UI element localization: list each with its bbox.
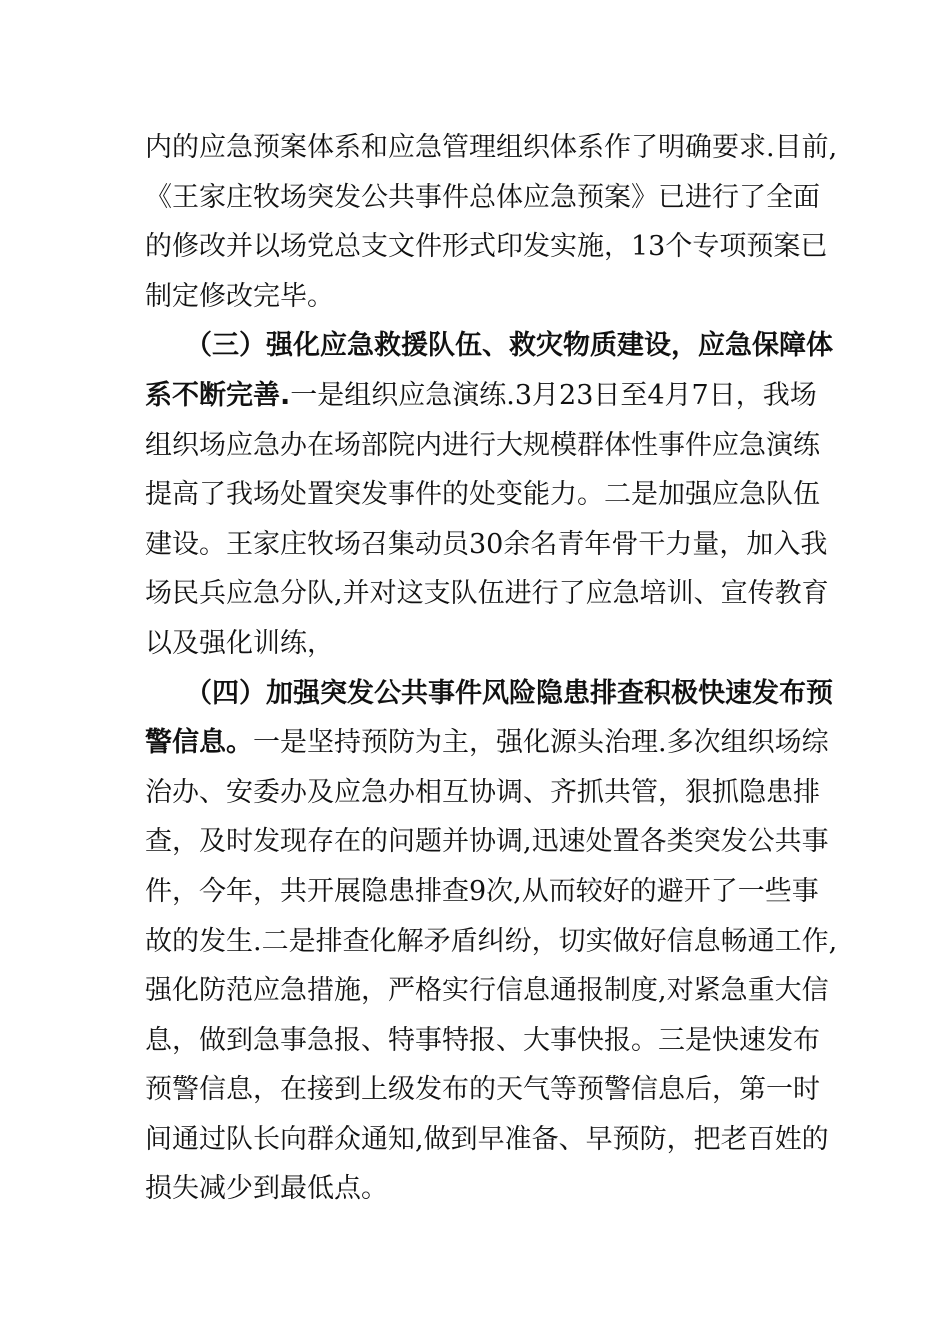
text-line: 建设。王家庄牧场召集动员30余名青年骨干力量，加入我 bbox=[145, 528, 828, 560]
text-line: 提高了我场处置突发事件的处变能力。二是加强应急队伍 bbox=[145, 479, 820, 511]
text-line: 故的发生.二是排查化解矛盾纠纷，切实做好信息畅通工作, bbox=[145, 925, 838, 957]
document-body bbox=[145, 123, 838, 1214]
text-line: 组织场应急办在场部院内进行大规模群体性事件应急演练 bbox=[145, 429, 820, 461]
paragraph-1 bbox=[145, 123, 838, 321]
paragraph-3 bbox=[145, 669, 838, 1215]
text-line: 间通过队长向群众通知,做到早准备、早预防，把老百姓的 bbox=[145, 1123, 829, 1155]
text-line bbox=[145, 718, 829, 768]
section-heading-3-end: 系不断完善. bbox=[145, 379, 291, 411]
text-line: 查，及时发现存在的问题并协调,迅速处置各类突发公共事 bbox=[145, 826, 829, 858]
text-run: 一是组织应急演练.3月23日至4月7日，我场 bbox=[290, 379, 817, 411]
text-run: 一是坚持预防为主，强化源头治理.多次组织场综 bbox=[253, 727, 829, 759]
text-line: 《王家庄牧场突发公共事件总体应急预案》已进行了全面 bbox=[145, 181, 820, 213]
text-line: 以及强化训练， bbox=[145, 627, 334, 659]
text-line: 场民兵应急分队,并对这支队伍进行了应急培训、宣传教育 bbox=[145, 578, 829, 610]
section-heading-3: （三）强化应急救援队伍、救灾物质建设，应急保障体 bbox=[185, 330, 833, 362]
section-heading-4: （四）加强突发公共事件风险隐患排查积极快速发布预 bbox=[185, 677, 833, 709]
text-line: 损失减少到最低点。 bbox=[145, 1173, 388, 1205]
text-line bbox=[145, 371, 817, 421]
section-heading-4-end: 警信息。 bbox=[145, 727, 253, 759]
text-line: 件，今年，共开展隐患排查9次,从而较好的避开了一些事 bbox=[145, 875, 819, 907]
paragraph-2 bbox=[145, 321, 833, 668]
text-line: 的修改并以场党总支文件形式印发实施，13个专项预案已 bbox=[145, 231, 828, 263]
text-line: 息，做到急事急报、特事特报、大事快报。三是快速发布 bbox=[145, 1024, 820, 1056]
text-line: 强化防范应急措施，严格实行信息通报制度,对紧急重大信 bbox=[145, 975, 829, 1007]
text-line: 预警信息，在接到上级发布的天气等预警信息后，第一时 bbox=[145, 1074, 820, 1106]
text-line: 内的应急预案体系和应急管理组织体系作了明确要求.目前, bbox=[145, 132, 838, 163]
text-line: 治办、安委办及应急办相互协调、齐抓共管，狠抓隐患排 bbox=[145, 776, 820, 808]
text-line: 制定修改完毕。 bbox=[145, 280, 334, 312]
